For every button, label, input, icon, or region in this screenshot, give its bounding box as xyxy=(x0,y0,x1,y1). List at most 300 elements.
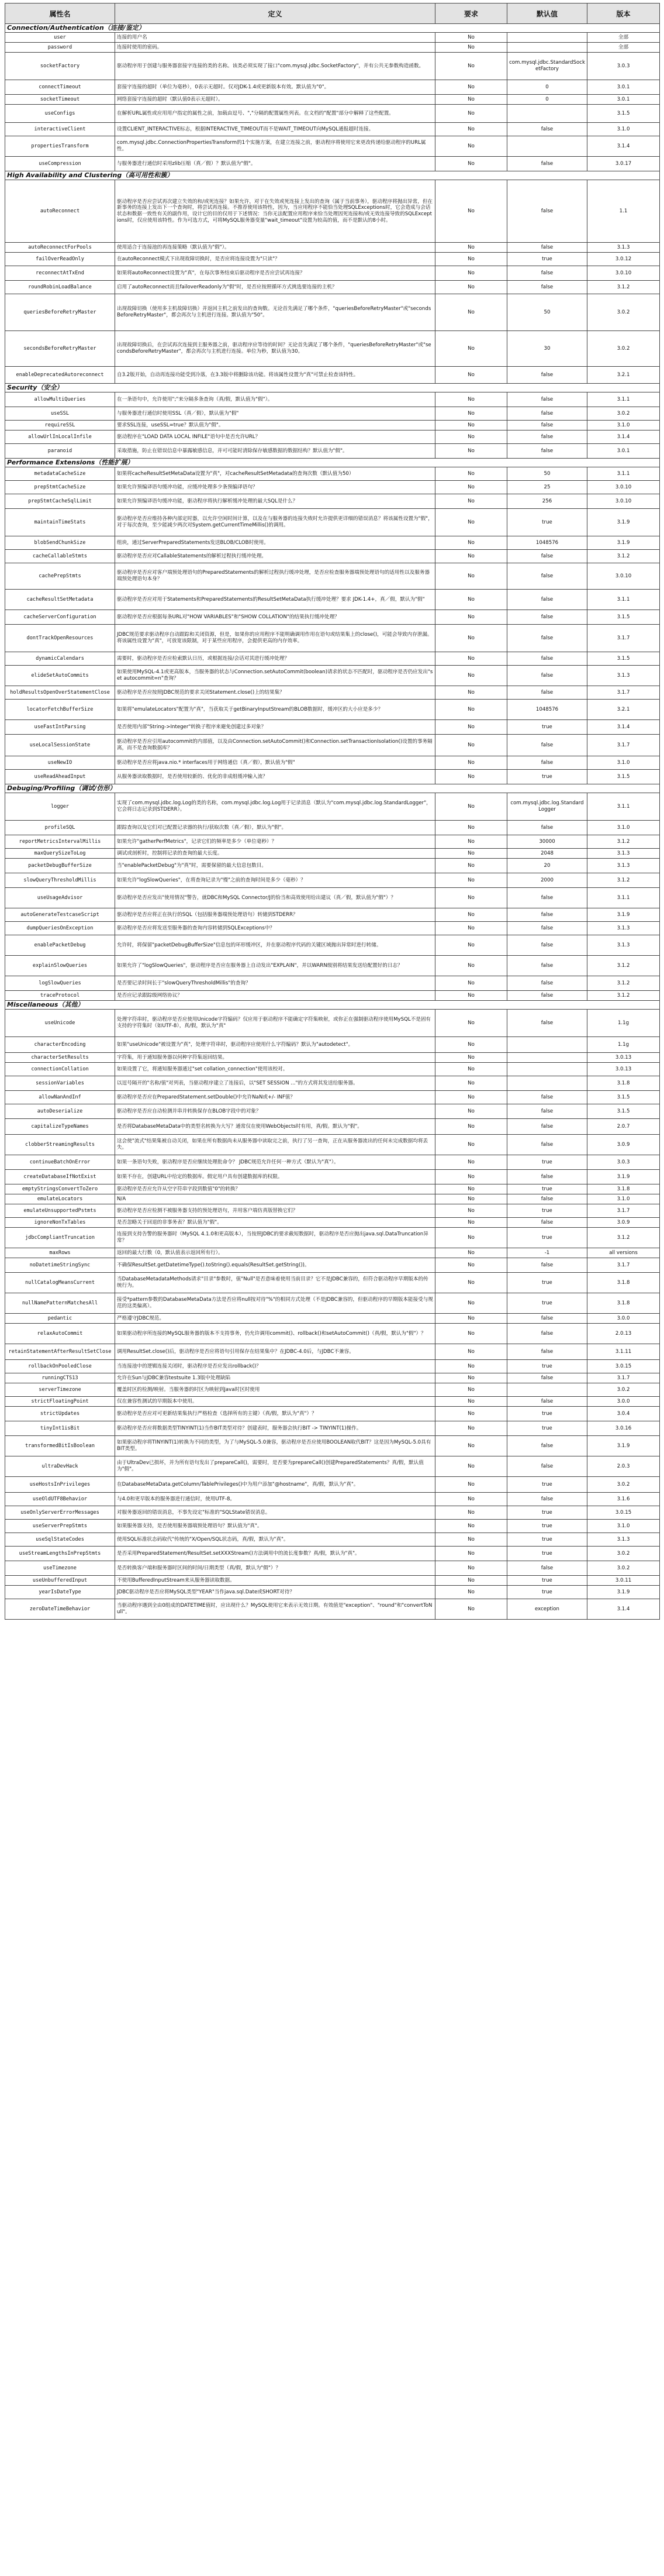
version-cell: 3.1.0 xyxy=(587,123,660,136)
property-name-cell: useSqlStateCodes xyxy=(5,1533,115,1547)
default-value-cell: false xyxy=(507,590,587,610)
required-cell: No xyxy=(435,888,507,908)
definition-cell: 如果允许了"logSlowQueries"，驱动程序是否应在服务器上自动发出"EXPLAIN"，并以WARN级别将结果发送给配置好的日志？ xyxy=(115,956,435,976)
required-cell: No xyxy=(435,1456,507,1477)
definition-cell: N/A xyxy=(115,1194,435,1204)
default-value-cell: false xyxy=(507,625,587,652)
property-name-cell: locatorFetchBufferSize xyxy=(5,700,115,720)
version-cell: 3.1.2 xyxy=(587,873,660,888)
version-cell: 3.1.2 xyxy=(587,281,660,294)
version-cell: 3.2.1 xyxy=(587,700,660,720)
required-cell: No xyxy=(435,1373,507,1383)
property-name-cell: failOverReadOnly xyxy=(5,253,115,266)
required-cell: No xyxy=(435,105,507,123)
table-row xyxy=(5,281,660,294)
required-cell: No xyxy=(435,1184,507,1194)
property-name-cell: emulateUnsupportedPstmts xyxy=(5,1204,115,1218)
required-cell: No xyxy=(435,1091,507,1104)
required-cell: No xyxy=(435,1344,507,1360)
property-name-cell: serverTimezone xyxy=(5,1383,115,1397)
property-name-cell: runningCTS13 xyxy=(5,1373,115,1383)
required-cell: No xyxy=(435,1324,507,1344)
property-name-cell: createDatabaseIfNotExist xyxy=(5,1170,115,1184)
version-cell: 3.1.4 xyxy=(587,431,660,444)
table-row xyxy=(5,1373,660,1383)
required-cell: No xyxy=(435,431,507,444)
version-cell: 3.1.9 xyxy=(587,1436,660,1456)
version-cell: 3.1.3 xyxy=(587,922,660,935)
default-value-cell: false xyxy=(507,1170,587,1184)
default-value-cell: 30 xyxy=(507,331,587,367)
definition-cell: 如果驱动程序所连接的MySQL服务器的版本不支持事务，仍允许调用commit()、rollback()和setAutoCommit()（真/假，默认为"假"）？ xyxy=(115,1324,435,1344)
table-row xyxy=(5,1010,660,1037)
required-cell: No xyxy=(435,509,507,536)
version-cell: 2.0.7 xyxy=(587,1119,660,1135)
required-cell: No xyxy=(435,1397,507,1407)
required-cell: No xyxy=(435,1037,507,1053)
required-cell: No xyxy=(435,1248,507,1258)
default-value-cell: false xyxy=(507,1218,587,1228)
version-cell: 3.0.1 xyxy=(587,95,660,105)
definition-cell: 如果将cacheResultSetMetaData设置为"真"，对cacheResultSetMetadata的查询次数（默认值为50） xyxy=(115,467,435,481)
definition-cell: 自3.2版开始，自动再连接功能受到冷落，在3.3版中将删除该功能。将该属性设置为"真"可禁止检查该特性。 xyxy=(115,367,435,384)
version-cell: 3.0.4 xyxy=(587,1407,660,1421)
default-value-cell: false xyxy=(507,1104,587,1119)
property-name-cell: allowUrlInLocalInfile xyxy=(5,431,115,444)
table-row xyxy=(5,976,660,991)
table-row xyxy=(5,1184,660,1194)
table-row xyxy=(5,1493,660,1506)
definition-cell: 连接到支持告警的服务器时（MySQL 4.1.0和更高版本），当按照JDBC的要求截短数据时，驱动程序是否应抛出java.sql.DataTruncation异常？ xyxy=(115,1228,435,1248)
required-cell: No xyxy=(435,1506,507,1520)
property-name-cell: rollbackOnPooledClose xyxy=(5,1360,115,1373)
default-value-cell: true xyxy=(507,1407,587,1421)
version-cell: 3.1.7 xyxy=(587,1258,660,1273)
version-cell: 3.1.3 xyxy=(587,666,660,686)
definition-cell: 设置CLIENT_INTERACTIVE标志，根据INTERACTIVE_TIMEOUT而不是WAIT_TIMEOUT向MySQL通报超时连接。 xyxy=(115,123,435,136)
version-cell: 3.0.10 xyxy=(587,481,660,494)
version-cell: 3.0.13 xyxy=(587,1053,660,1063)
default-value-cell: false xyxy=(507,444,587,459)
required-cell: No xyxy=(435,1194,507,1204)
required-cell: No xyxy=(435,266,507,281)
definition-cell: 网络套接字连接的超时（默认值0表示无超时）。 xyxy=(115,95,435,105)
required-cell: No xyxy=(435,157,507,171)
required-cell: No xyxy=(435,536,507,550)
version-cell: 3.1.7 xyxy=(587,1204,660,1218)
version-cell: 3.0.2 xyxy=(587,331,660,367)
version-cell: 3.1.2 xyxy=(587,1228,660,1248)
required-cell: No xyxy=(435,908,507,922)
definition-cell: 如果驱动程序将TINYINT(1)转换为不同的类型，为了与MySQL-5.0兼容，驱动程序是否应使用BOOLEAN取代BIT？这是因为MySQL-5.0具有BIT类型。 xyxy=(115,1436,435,1456)
default-value-cell: true xyxy=(507,1204,587,1218)
property-name-cell: paranoid xyxy=(5,444,115,459)
definition-cell: 使用适合于连接池的再连接策略（默认值为"假"）。 xyxy=(115,243,435,253)
header-required: 要求 xyxy=(435,4,507,24)
version-cell: 3.1.9 xyxy=(587,536,660,550)
definition-cell: 是否采用PreparedStatement/ResultSet.setXXXStream()方法调用中的流长度参数？真/假，默认为"真"。 xyxy=(115,1547,435,1561)
version-cell: 3.0.15 xyxy=(587,1506,660,1520)
version-cell: 3.0.2 xyxy=(587,407,660,421)
definition-cell: 如果设置了它，将通知服务器通过"set collation_connection"使用该校对。 xyxy=(115,1063,435,1076)
version-cell: 3.1.8 xyxy=(587,1076,660,1091)
default-value-cell xyxy=(507,43,587,53)
property-name-cell: prepStmtCacheSize xyxy=(5,481,115,494)
table-row xyxy=(5,53,660,80)
version-cell: 3.1.2 xyxy=(587,956,660,976)
definition-cell: 是否忽略关于回退的非事务表？默认值为"假"。 xyxy=(115,1218,435,1228)
version-cell: 3.1.7 xyxy=(587,686,660,700)
required-cell: No xyxy=(435,1407,507,1421)
table-row xyxy=(5,136,660,157)
required-cell: No xyxy=(435,1010,507,1037)
default-value-cell: false xyxy=(507,1091,587,1104)
definition-cell: 如果允许预编译语句缓冲功能，应缓冲处理多少条预编译语句？ xyxy=(115,481,435,494)
property-name-cell: autoReconnectForPools xyxy=(5,243,115,253)
version-cell: 3.1.5 xyxy=(587,105,660,123)
definition-cell: 是否使用内部"String->Integer"转换子程序来避免创建过多对象？ xyxy=(115,720,435,735)
version-cell: 3.1.3 xyxy=(587,935,660,956)
properties-table xyxy=(5,3,660,1620)
default-value-cell: false xyxy=(507,281,587,294)
property-name-cell: clobberStreamingResults xyxy=(5,1135,115,1155)
definition-cell: com.mysql.jdbc.ConnectionPropertiesTransform的1个实施方案，在建立连接之前，驱动程序将使用它来更改传递给驱动程序的URL属性。 xyxy=(115,136,435,157)
definition-cell: 如果不存在，创建URL中给定的数据库。假定用户具有创建数据库的权限。 xyxy=(115,1170,435,1184)
required-cell: No xyxy=(435,1119,507,1135)
property-name-cell: useOnlyServerErrorMessages xyxy=(5,1506,115,1520)
table-row xyxy=(5,1456,660,1477)
table-row xyxy=(5,123,660,136)
property-name-cell: retainStatementAfterResultSetClose xyxy=(5,1344,115,1360)
default-value-cell: true xyxy=(507,1520,587,1533)
required-cell: No xyxy=(435,1104,507,1119)
required-cell: No xyxy=(435,922,507,935)
table-row xyxy=(5,1155,660,1170)
default-value-cell xyxy=(507,1037,587,1053)
default-value-cell: false xyxy=(507,266,587,281)
property-name-cell: useFastIntParsing xyxy=(5,720,115,735)
definition-cell: 驱动程序是否应按照JDBC规范的要求关闭Statement.close()上的结果集？ xyxy=(115,686,435,700)
default-value-cell: exception xyxy=(507,1599,587,1620)
version-cell: 3.0.2 xyxy=(587,1547,660,1561)
table-row xyxy=(5,392,660,407)
version-cell: 3.1.3 xyxy=(587,1533,660,1547)
default-value-cell: 256 xyxy=(507,494,587,509)
table-row xyxy=(5,509,660,536)
table-row xyxy=(5,686,660,700)
table-row xyxy=(5,735,660,756)
default-value-cell: -1 xyxy=(507,1248,587,1258)
definition-cell: 需要时，驱动程序是否应检索默认日历，或根据连接/会话对其进行缓冲处理？ xyxy=(115,652,435,666)
default-value-cell: false xyxy=(507,421,587,431)
version-cell: 3.1.0 xyxy=(587,1520,660,1533)
version-cell: 3.1.8 xyxy=(587,1184,660,1194)
required-cell: No xyxy=(435,1204,507,1218)
section-row xyxy=(5,24,660,33)
definition-cell: 与4.0和更早版本的服务器进行通信时，使用UTF-8。 xyxy=(115,1493,435,1506)
definition-cell: 采取措施，防止在错误信息中暴露敏感信息，并可可能时清除保存敏感数据的数据结构？默认值为"假"。 xyxy=(115,444,435,459)
table-row xyxy=(5,1547,660,1561)
default-value-cell: true xyxy=(507,1184,587,1194)
required-cell: No xyxy=(435,991,507,1001)
property-name-cell: autoReconnect xyxy=(5,180,115,243)
required-cell: No xyxy=(435,720,507,735)
required-cell: No xyxy=(435,1360,507,1373)
definition-cell: 驱动程序是否应允许从空字符串字段到数值"0"的转换？ xyxy=(115,1184,435,1194)
required-cell: No xyxy=(435,1520,507,1533)
table-row xyxy=(5,563,660,590)
required-cell: No xyxy=(435,253,507,266)
property-name-cell: logger xyxy=(5,793,115,821)
default-value-cell: true xyxy=(507,1533,587,1547)
version-cell: 3.1.0 xyxy=(587,1194,660,1204)
definition-cell: 驱动程序是否应将数据类型TINYINT(1)当作BIT类型对待？创建表时，服务器会执行BIT -> TINYINT(1)操作。 xyxy=(115,1421,435,1436)
table-row xyxy=(5,1063,660,1076)
section-row xyxy=(5,784,660,793)
default-value-cell: true xyxy=(507,1586,587,1599)
property-name-cell: explainSlowQueries xyxy=(5,956,115,976)
table-row xyxy=(5,991,660,1001)
section-title: Performance Extensions（性能扩展） xyxy=(5,459,660,467)
version-cell: 3.1.1 xyxy=(587,793,660,821)
table-row xyxy=(5,95,660,105)
default-value-cell: 1048576 xyxy=(507,700,587,720)
default-value-cell: false xyxy=(507,1493,587,1506)
definition-cell: 驱动程序是否应维持各种内部定时器，以允许空闲时间计算，以及在与服务器的连接失败时允许提供更详细的错误消息？将该属性设置为"假"，对于每次查询，至少能减少两次对System.getCurrentTimeMillis()的调用。 xyxy=(115,509,435,536)
property-name-cell: characterSetResults xyxy=(5,1053,115,1063)
default-value-cell xyxy=(507,1063,587,1076)
version-cell: 3.0.9 xyxy=(587,1218,660,1228)
definition-cell: JDBC驱动程序是否应将MySQL类型"YEAR"当作java.sql.Date或SHORT对待？ xyxy=(115,1586,435,1599)
required-cell: No xyxy=(435,1155,507,1170)
table-row xyxy=(5,1076,660,1091)
definition-cell: 如果使用MySQL-4.1或更高版本，当服务器的状态与Connection.setAutoCommit(boolean)请求的状态不匹配时，驱动程序是否仍应发出"set autocommit=n"查询？ xyxy=(115,666,435,686)
property-name-cell: socketFactory xyxy=(5,53,115,80)
property-name-cell: maxRows xyxy=(5,1248,115,1258)
required-cell: No xyxy=(435,1314,507,1324)
default-value-cell xyxy=(507,1383,587,1397)
property-name-cell: holdResultsOpenOverStatementClose xyxy=(5,686,115,700)
default-value-cell: true xyxy=(507,1506,587,1520)
table-row xyxy=(5,1477,660,1493)
required-cell: No xyxy=(435,1493,507,1506)
version-cell: 3.1.2 xyxy=(587,835,660,849)
definition-cell: 与服务器进行通信时采用zlib压缩（真／假）？默认值为"假"。 xyxy=(115,157,435,171)
definition-cell: 调试或剖析时，控制将记录的查询的最大长度。 xyxy=(115,849,435,859)
definition-cell: 如果将autoReconnect设置为"真"，在每次事务结束后驱动程序是否应尝试再连接？ xyxy=(115,266,435,281)
version-cell: 3.0.0 xyxy=(587,1314,660,1324)
property-name-cell: useNewIO xyxy=(5,756,115,770)
table-row xyxy=(5,1599,660,1620)
required-cell: No xyxy=(435,1586,507,1599)
property-name-cell: traceProtocol xyxy=(5,991,115,1001)
required-cell: No xyxy=(435,835,507,849)
default-value-cell: false xyxy=(507,956,587,976)
property-name-cell: tinyInt1isBit xyxy=(5,1421,115,1436)
default-value-cell: 30000 xyxy=(507,835,587,849)
definition-cell: 当"enablePacketDebug"为"真"时，需要保留的最大信息包数目。 xyxy=(115,859,435,873)
definition-cell: 是否应记录跟踪级网络协议？ xyxy=(115,991,435,1001)
default-value-cell: false xyxy=(507,367,587,384)
required-cell: No xyxy=(435,625,507,652)
table-row xyxy=(5,666,660,686)
property-name-cell: maintainTimeStats xyxy=(5,509,115,536)
default-value-cell xyxy=(507,1053,587,1063)
version-cell: 3.1.1 xyxy=(587,888,660,908)
definition-cell: 套接字连接的超时（单位为毫秒），0表示无超时。仅对JDK-1.4或更新版本有效。默认值为"0"。 xyxy=(115,80,435,95)
property-name-cell: dontTrackOpenResources xyxy=(5,625,115,652)
version-cell: 3.0.10 xyxy=(587,494,660,509)
property-name-cell: autoDeserialize xyxy=(5,1104,115,1119)
property-name-cell: capitalizeTypeNames xyxy=(5,1119,115,1135)
required-cell: No xyxy=(435,1063,507,1076)
property-name-cell: dumpQueriesOnException xyxy=(5,922,115,935)
default-value-cell: true xyxy=(507,1360,587,1373)
version-cell: 2.0.3 xyxy=(587,1456,660,1477)
required-cell: No xyxy=(435,590,507,610)
property-name-cell: password xyxy=(5,43,115,53)
required-cell: No xyxy=(435,1421,507,1436)
property-name-cell: noDatetimeStringSync xyxy=(5,1258,115,1273)
default-value-cell: true xyxy=(507,1547,587,1561)
section-title: High Availability and Clustering（高可用性和簇） xyxy=(5,171,660,180)
required-cell: No xyxy=(435,407,507,421)
definition-cell: 如果允许预编译语句缓冲功能，驱动程序将执行解析缓冲处理的最大SQL是什么？ xyxy=(115,494,435,509)
property-name-cell: prepStmtCacheSqlLimit xyxy=(5,494,115,509)
definition-cell: 这会使"流式"结果集被自动关闭，如果在所有数据尚未从服务器中读取完之前，执行了另一查询，正在从服务器流出的任何未完成数据均将丢失。 xyxy=(115,1135,435,1155)
version-cell: 3.1.7 xyxy=(587,735,660,756)
definition-cell: 出现故障切换（使用多主机故障切换）并返回主机之前发出的查询数。无论首先满足了哪个条件，"queriesBeforeRetryMaster"或"secondsBeforeRetryMaster"，都会再次与主机进行连接。默认值为"50"。 xyxy=(115,294,435,331)
required-cell: No xyxy=(435,1258,507,1273)
header-definition: 定义 xyxy=(115,4,435,24)
property-name-cell: cachePrepStmts xyxy=(5,563,115,590)
default-value-cell: false xyxy=(507,1010,587,1037)
table-row xyxy=(5,180,660,243)
version-cell: 3.1.3 xyxy=(587,859,660,873)
section-row xyxy=(5,384,660,392)
version-cell: 3.1.7 xyxy=(587,625,660,652)
required-cell: No xyxy=(435,1218,507,1228)
definition-cell: 组块，通过ServerPreparedStatements发送BLOB/CLOB时使用。 xyxy=(115,536,435,550)
default-value-cell: false xyxy=(507,756,587,770)
definition-cell: 驱动程序是否应根据每条URL对"HOW VARIABLES"和"SHOW COLLATION"的结果执行缓冲处理？ xyxy=(115,610,435,625)
definition-cell: 驱动程序是否应检测不被服务器支持的预处理语句，并用客户端仿真版替换它们？ xyxy=(115,1204,435,1218)
required-cell: No xyxy=(435,1547,507,1561)
default-value-cell: false xyxy=(507,976,587,991)
version-cell: 3.1.8 xyxy=(587,1293,660,1314)
default-value-cell: false xyxy=(507,686,587,700)
property-name-cell: allowMultiQueries xyxy=(5,392,115,407)
table-row xyxy=(5,859,660,873)
version-cell: 全部 xyxy=(587,43,660,53)
required-cell: No xyxy=(435,1561,507,1576)
required-cell: No xyxy=(435,1053,507,1063)
table-row xyxy=(5,1407,660,1421)
default-value-cell: com.mysql.jdbc.log.StandardLogger xyxy=(507,793,587,821)
table-row xyxy=(5,243,660,253)
definition-cell: 驱动程序是否应在PreparedStatement.setDouble()中允许NaN或+/- INF值？ xyxy=(115,1091,435,1104)
table-row xyxy=(5,1533,660,1547)
table-row xyxy=(5,1383,660,1397)
definition-cell: 对服务器返回的错误消息，不事先设定"标准的"SQLState错误消息。 xyxy=(115,1506,435,1520)
required-cell: No xyxy=(435,610,507,625)
version-cell: 3.0.17 xyxy=(587,157,660,171)
properties-body xyxy=(5,24,660,1620)
definition-cell: 从服务器读取数据时，是否使用较新的、优化的非成组缓冲输入流？ xyxy=(115,770,435,784)
required-cell: No xyxy=(435,331,507,367)
definition-cell: 如果将"emulateLocators"配置为"真"，当获取关于getBinaryInputStream的BLOB数据时，缓冲区的大小应是多少？ xyxy=(115,700,435,720)
section-title: Security（安全） xyxy=(5,384,660,392)
default-value-cell: 25 xyxy=(507,481,587,494)
property-name-cell: packetDebugBufferSize xyxy=(5,859,115,873)
default-value-cell: true xyxy=(507,1155,587,1170)
property-name-cell: profileSQL xyxy=(5,821,115,835)
default-value-cell: false xyxy=(507,1456,587,1477)
table-row xyxy=(5,821,660,835)
default-value-cell: false xyxy=(507,735,587,756)
definition-cell: 当DatabaseMetadataMethods请求"目录"参数时，值"Null"是否意味着使用当前目录？它不是JDBC兼容的，但符合驱动程序早期版本的传统行为。 xyxy=(115,1273,435,1293)
version-cell: 3.1.5 xyxy=(587,652,660,666)
version-cell: 3.0.9 xyxy=(587,1135,660,1155)
table-row xyxy=(5,253,660,266)
table-row xyxy=(5,835,660,849)
definition-cell: 如果服务器支持，是否使用服务器端预处理语句？默认值为"真"。 xyxy=(115,1520,435,1533)
version-cell: 3.1.2 xyxy=(587,550,660,563)
version-cell: 3.0.13 xyxy=(587,1063,660,1076)
property-name-cell: requireSSL xyxy=(5,421,115,431)
definition-cell: 驱动程序是否应引用autocommit的内部值，以及由Connection.setAutoCommit()和Connection.setTransactionIsolation()设置的事务隔离，而不是查询数据库？ xyxy=(115,735,435,756)
table-row xyxy=(5,1170,660,1184)
required-cell: No xyxy=(435,1477,507,1493)
table-row xyxy=(5,1314,660,1324)
required-cell: No xyxy=(435,136,507,157)
version-cell: 3.0.10 xyxy=(587,563,660,590)
default-value-cell: true xyxy=(507,1421,587,1436)
default-value-cell: false xyxy=(507,1436,587,1456)
default-value-cell: false xyxy=(507,908,587,922)
property-name-cell: autoGenerateTestcaseScript xyxy=(5,908,115,922)
default-value-cell: 50 xyxy=(507,294,587,331)
table-row xyxy=(5,1194,660,1204)
required-cell: No xyxy=(435,180,507,243)
required-cell: No xyxy=(435,652,507,666)
version-cell: 3.1.0 xyxy=(587,756,660,770)
definition-cell: 驱动程序是否应对可更新结果集执行严格检查（选择所有的主键）（真/假，默认为"真"）？ xyxy=(115,1407,435,1421)
version-cell: 3.0.1 xyxy=(587,444,660,459)
version-cell: 3.1.6 xyxy=(587,1493,660,1506)
property-name-cell: useOldUTF8Behavior xyxy=(5,1493,115,1506)
table-row xyxy=(5,770,660,784)
property-name-cell: interactiveClient xyxy=(5,123,115,136)
version-cell: 3.1.9 xyxy=(587,1586,660,1599)
definition-cell: 严格遵守JDBC规范。 xyxy=(115,1314,435,1324)
table-row xyxy=(5,1344,660,1360)
default-value-cell xyxy=(507,33,587,43)
property-name-cell: connectTimeout xyxy=(5,80,115,95)
default-value-cell: false xyxy=(507,407,587,421)
table-row xyxy=(5,1119,660,1135)
table-row xyxy=(5,1397,660,1407)
default-value-cell: false xyxy=(507,991,587,1001)
version-cell: 3.1.0 xyxy=(587,421,660,431)
required-cell: No xyxy=(435,935,507,956)
default-value-cell: false xyxy=(507,180,587,243)
property-name-cell: cacheCallableStmts xyxy=(5,550,115,563)
table-row xyxy=(5,1204,660,1218)
table-row xyxy=(5,873,660,888)
required-cell: No xyxy=(435,956,507,976)
header-row xyxy=(5,4,660,24)
